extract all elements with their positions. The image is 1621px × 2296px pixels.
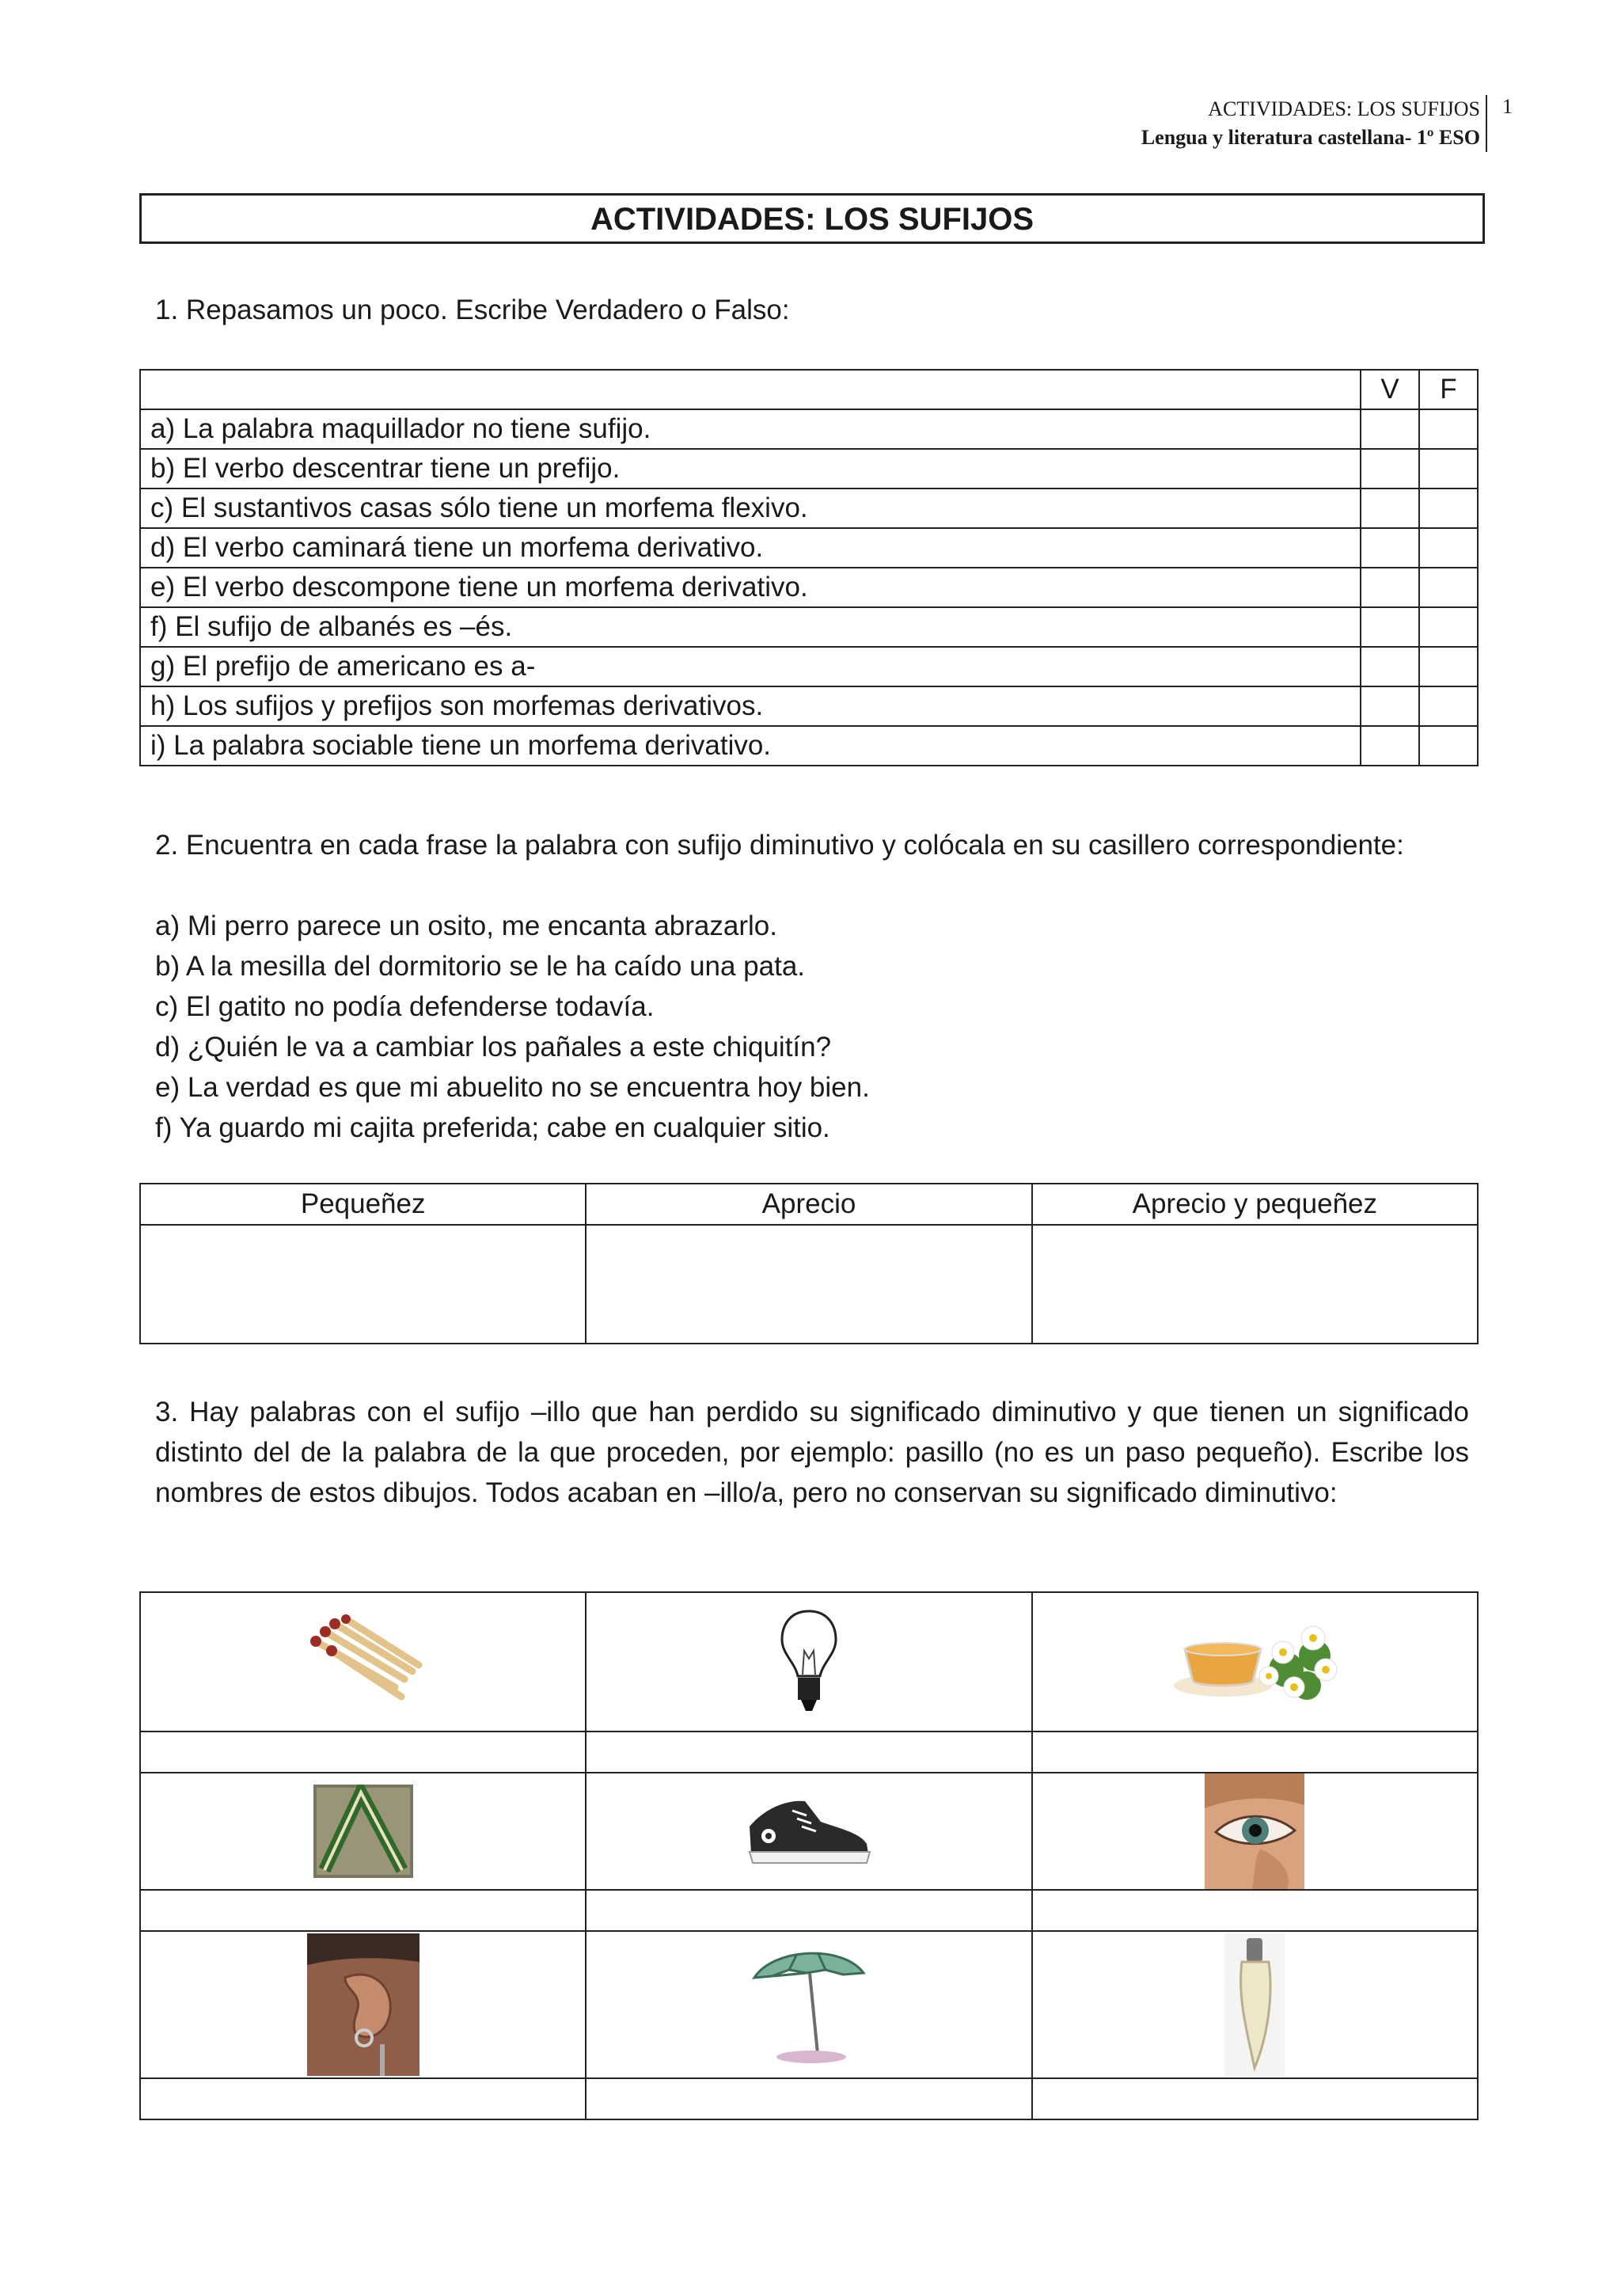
picture-cell [140, 1592, 586, 1732]
table-row [140, 647, 1478, 686]
matches-icon [300, 1614, 427, 1709]
answer-v-cell[interactable] [1361, 726, 1419, 766]
picture-cell [140, 1931, 586, 2078]
picture-row [140, 1931, 1478, 2078]
table-row [140, 1890, 1478, 1931]
answer-cell[interactable] [1032, 2078, 1478, 2119]
sneaker-icon [742, 1792, 876, 1871]
statement-b: b) El verbo descentrar tiene un prefijo. [140, 449, 1361, 488]
picture-cell [1032, 1773, 1478, 1890]
exercise1-prompt: 1. Repasamos un poco. Escribe Verdadero o Falso: [155, 295, 790, 325]
exercise2-item-a: a) Mi perro parece un osito, me encanta abrazarlo. [155, 910, 777, 941]
picture-cell [1032, 1592, 1478, 1732]
header-divider [1486, 95, 1487, 152]
answer-v-cell[interactable] [1361, 686, 1419, 726]
answer-cell-aprecio[interactable] [586, 1225, 1031, 1344]
exercise2-item-f: f) Ya guardo mi cajita preferida; cabe en cualquier sitio. [155, 1112, 830, 1143]
statement-a: a) La palabra maquillador no tiene sufijo. [140, 409, 1361, 449]
column-aprecio-pequenez: Aprecio y pequeñez [1032, 1184, 1478, 1225]
beach-umbrella-icon [750, 1941, 868, 2068]
answer-cell[interactable] [586, 1890, 1031, 1931]
table-row [140, 2078, 1478, 2119]
answer-f-cell[interactable] [1419, 686, 1478, 726]
table-header-row [140, 370, 1478, 409]
earring-icon [307, 1933, 419, 2076]
picture-cell [586, 1773, 1031, 1890]
picture-cell [586, 1592, 1031, 1732]
header-doc-title: ACTIVIDADES: LOS SUFIJOS [1208, 97, 1480, 120]
answer-cell[interactable] [1032, 1890, 1478, 1931]
page-header [1141, 95, 1480, 152]
page-title: ACTIVIDADES: LOS SUFIJOS [139, 193, 1485, 244]
true-false-table [139, 369, 1479, 766]
picture-row [140, 1773, 1478, 1890]
chamomile-tea-icon [1167, 1614, 1342, 1709]
picture-row [140, 1592, 1478, 1732]
answer-v-cell[interactable] [1361, 647, 1419, 686]
table-row [140, 568, 1478, 607]
answer-f-cell[interactable] [1419, 409, 1478, 449]
statement-f: f) El sufijo de albanés es –és. [140, 607, 1361, 647]
answer-v-cell[interactable] [1361, 409, 1419, 449]
statement-h: h) Los sufijos y prefijos son morfemas derivativos. [140, 686, 1361, 726]
tweezers-icon [313, 1785, 413, 1878]
table-row [140, 1225, 1478, 1344]
exercise2-item-e: e) La verdad es que mi abuelito no se encuentra hoy bien. [155, 1072, 870, 1103]
table-row [140, 607, 1478, 647]
table-row [140, 409, 1478, 449]
answer-cell[interactable] [1032, 1732, 1478, 1773]
answer-cell[interactable] [586, 1732, 1031, 1773]
eyelid-icon [1205, 1773, 1304, 1889]
answer-f-cell[interactable] [1419, 607, 1478, 647]
picture-cell [1032, 1931, 1478, 2078]
answer-cell[interactable] [140, 1890, 586, 1931]
exercise3-prompt: 3. Hay palabras con el sufijo –illo que han perdido su significado diminutivo y que tienen un significado distinto del de la palabra de la que proceden, por ejemplo: pasillo (no es un paso pequeño). Escribe los nombres de estos dibujos. Todos acaban en –illo/a, pero no conservan su significado diminutivo: [155, 1397, 1469, 1508]
answer-f-cell[interactable] [1419, 647, 1478, 686]
exercise2-item-d: d) ¿Quién le va a cambiar los pañales a este chiquitín? [155, 1032, 832, 1062]
statement-e: e) El verbo descompone tiene un morfema derivativo. [140, 568, 1361, 607]
statement-c: c) El sustantivos casas sólo tiene un morfema flexivo. [140, 488, 1361, 528]
answer-v-cell[interactable] [1361, 488, 1419, 528]
answer-cell-pequenez[interactable] [140, 1225, 586, 1344]
statement-i: i) La palabra sociable tiene un morfema derivativo. [140, 726, 1361, 766]
statement-g: g) El prefijo de americano es a- [140, 647, 1361, 686]
answer-cell-aprecio-pequenez[interactable] [1032, 1225, 1478, 1344]
table-header-row [140, 1184, 1478, 1225]
f-column-header: F [1419, 370, 1478, 409]
column-pequenez: Pequeñez [140, 1184, 586, 1225]
answer-f-cell[interactable] [1419, 568, 1478, 607]
answer-v-cell[interactable] [1361, 449, 1419, 488]
table-row [140, 528, 1478, 568]
page-number: 1 [1502, 95, 1513, 118]
column-aprecio: Aprecio [586, 1184, 1031, 1225]
fang-pendant-icon [1224, 1933, 1285, 2076]
table-row [140, 488, 1478, 528]
picture-cell [586, 1931, 1031, 2078]
light-bulb-icon [777, 1606, 841, 1717]
exercise2-prompt: 2. Encuentra en cada frase la palabra con sufijo diminutivo y colócala en su casillero correspondiente: [155, 830, 1404, 861]
exercise2-item-c: c) El gatito no podía defenderse todavía. [155, 991, 655, 1022]
v-column-header: V [1361, 370, 1419, 409]
answer-v-cell[interactable] [1361, 528, 1419, 568]
answer-f-cell[interactable] [1419, 726, 1478, 766]
picture-naming-table [139, 1591, 1479, 2120]
answer-v-cell[interactable] [1361, 568, 1419, 607]
answer-v-cell[interactable] [1361, 607, 1419, 647]
answer-cell[interactable] [140, 2078, 586, 2119]
statement-d: d) El verbo caminará tiene un morfema derivativo. [140, 528, 1361, 568]
header-course: Lengua y literatura castellana- 1º ESO [1141, 126, 1480, 149]
answer-f-cell[interactable] [1419, 449, 1478, 488]
statement-header-cell [140, 370, 1361, 409]
answer-f-cell[interactable] [1419, 488, 1478, 528]
answer-cell[interactable] [586, 2078, 1031, 2119]
table-row [140, 1732, 1478, 1773]
picture-cell [140, 1773, 586, 1890]
table-row [140, 726, 1478, 766]
diminutive-classification-table [139, 1183, 1479, 1344]
answer-cell[interactable] [140, 1732, 586, 1773]
table-row [140, 686, 1478, 726]
exercise2-item-b: b) A la mesilla del dormitorio se le ha caído una pata. [155, 951, 806, 982]
table-row [140, 449, 1478, 488]
answer-f-cell[interactable] [1419, 528, 1478, 568]
